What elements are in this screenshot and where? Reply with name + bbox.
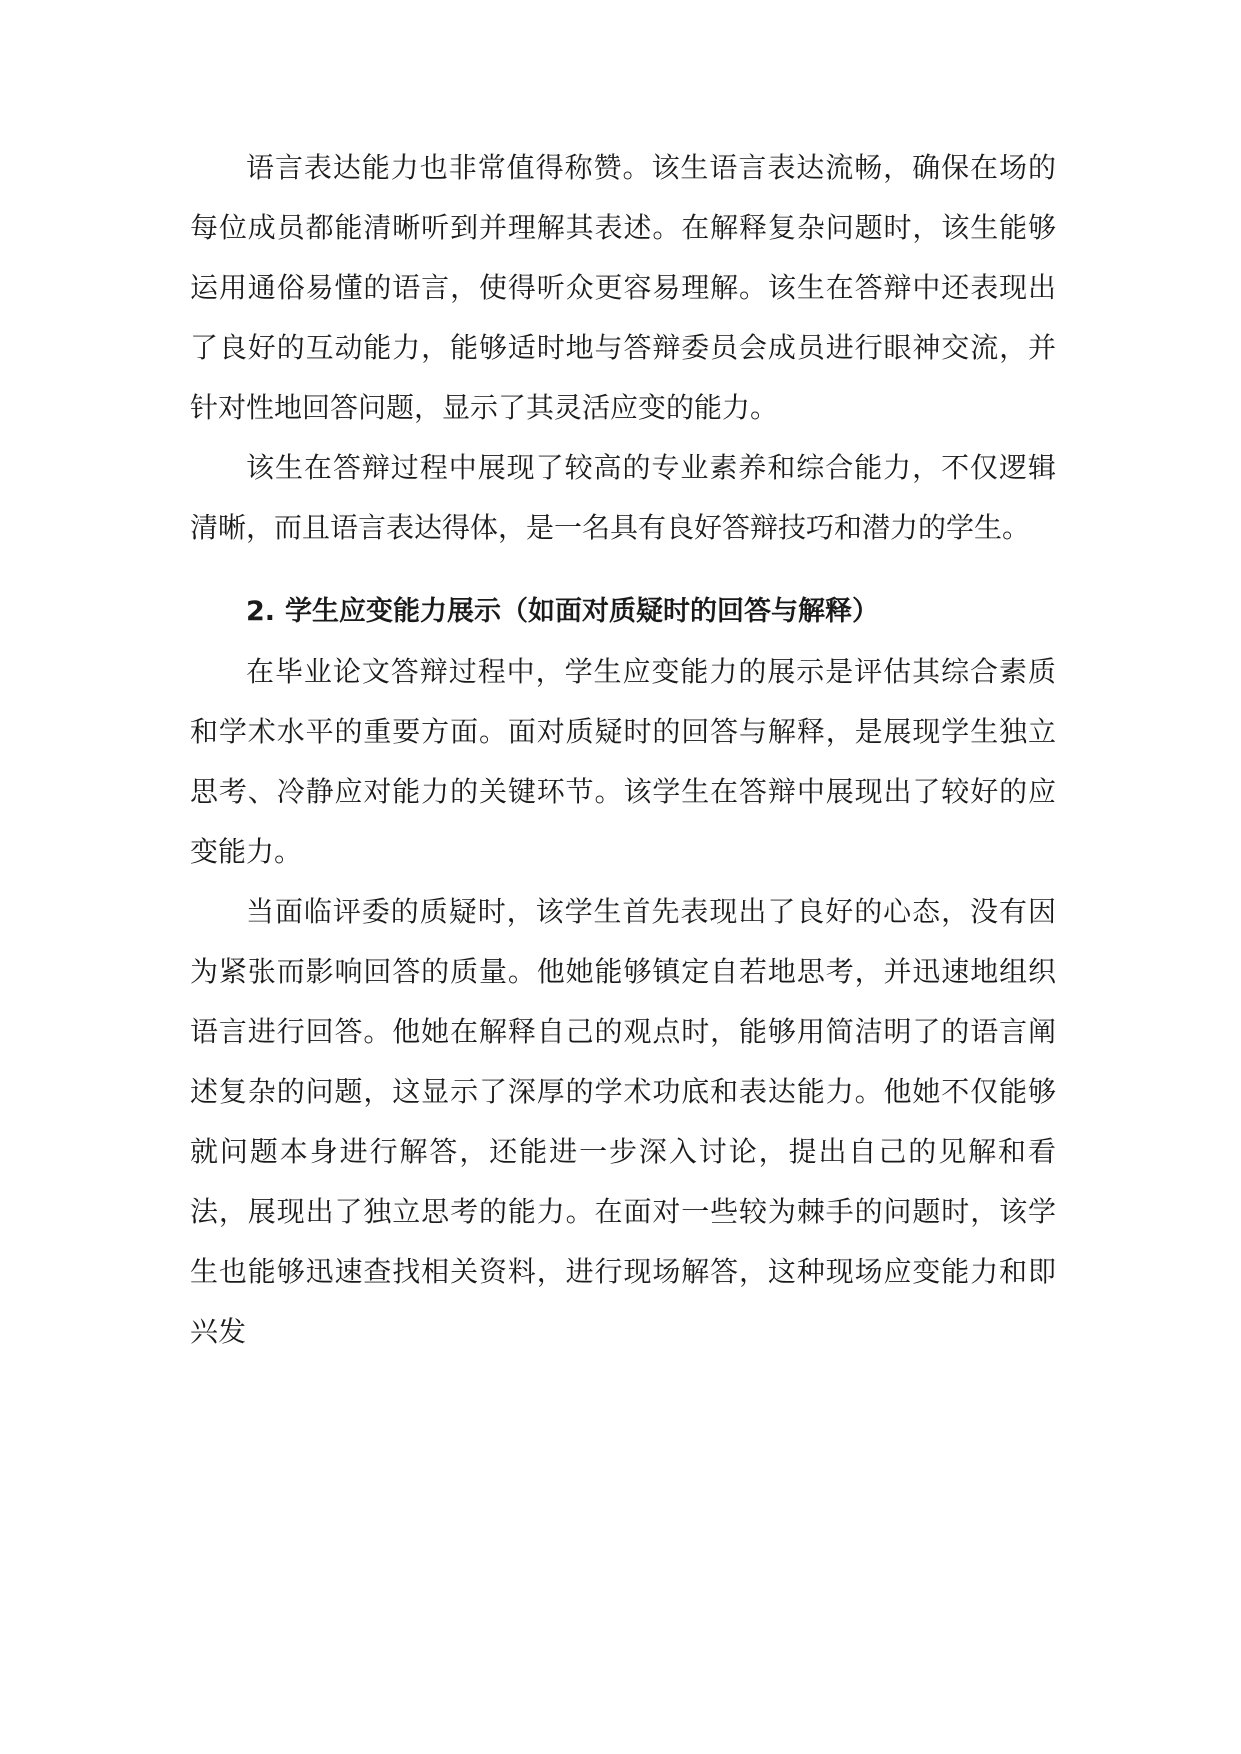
- document-body: [190, 138, 1056, 1362]
- section-title: 学生应变能力展示（如面对质疑时的回答与解释）: [285, 596, 880, 627]
- paragraph-language-expression: 语言表达能力也非常值得称赞。该生语言表达流畅，确保在场的每位成员都能清晰听到并理解其表述。在解释复杂问题时，该生能够运用通俗易懂的语言，使得听众更容易理解。该生在答辩中还表现出了良好的互动能力，能够适时地与答辩委员会成员进行眼神交流，并针对性地回答问题，显示了其灵活应变的能力。: [190, 151, 1056, 424]
- section-heading: [190, 582, 1056, 642]
- paragraph-adaptability-detail: 当面临评委的质疑时，该学生首先表现出了良好的心态，没有因为紧张而影响回答的质量。他她能够镇定自若地思考，并迅速地组织语言进行回答。他她在解释自己的观点时，能够用简洁明了的语言阐述复杂的问题，这显示了深厚的学术功底和表达能力。他她不仅能够就问题本身进行解答，还能进一步深入讨论，提出自己的见解和看法，展现出了独立思考的能力。在面对一些较为棘手的问题时，该学生也能够迅速查找相关资料，进行现场解答，这种现场应变能力和即兴发: [190, 895, 1056, 1348]
- paragraph-summary: 该生在答辩过程中展现了较高的专业素养和综合能力，不仅逻辑清晰，而且语言表达得体，是一名具有良好答辩技巧和潜力的学生。: [190, 451, 1056, 544]
- paragraph-adaptability-intro: 在毕业论文答辩过程中，学生应变能力的展示是评估其综合素质和学术水平的重要方面。面对质疑时的回答与解释，是展现学生独立思考、冷静应对能力的关键环节。该学生在答辩中展现出了较好的应变能力。: [190, 655, 1056, 868]
- section-number: 2.: [246, 596, 276, 627]
